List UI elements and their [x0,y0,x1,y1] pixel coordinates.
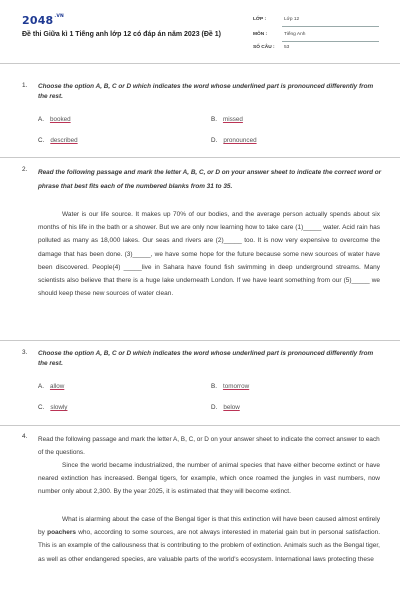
q4-number: 4. [22,433,28,440]
option-word: slowly [50,404,68,411]
q4-instruction: Read the following passage and mark the letter A, B, C, or D on your answer sheet to indicate the correct answer to each of the questions. [38,436,380,456]
option-word: pronounced [223,137,257,144]
option-word: allow [49,383,65,390]
meta-class-value: Lớp 12 [284,17,300,22]
option-word: booked [49,116,71,123]
meta-count-row [253,42,379,55]
option-word: tomorrow [222,383,250,390]
q3-option-d[interactable] [211,404,240,411]
q3-option-a[interactable] [38,383,64,390]
q2-passage: Water is our life source. It makes up 70% of our bodies, and the average person actually spends about six months of his life in the bath or a shower. But we are only now learning how to take care (1)_____ water. Acid rain has polluted as many as 18,000 lakes. Our seas and rivers are (2)_____ too. It is now very expensive to overcome the damage that has been done. (3)_____, we have some hope for the future because some new sources of water have been discovered. People(4) _____live in Sahara have found fish swimming in deep underground streams. Many scientists also believe that there is a huge lake underneath London. If we have leant something from our (5)_____ we should keep these new sources of water clean. [38,211,380,298]
meta-subject-value: Tiếng Anh [284,32,306,37]
question-divider [0,425,400,426]
option-letter: D. [211,404,218,411]
question-divider [0,157,400,158]
q3-option-c[interactable] [38,404,67,411]
q3-number: 3. [22,349,28,356]
q1-option-c[interactable] [38,137,78,144]
meta-count-key: SỐ CÂU : [253,45,275,50]
option-word: missed [222,116,243,123]
meta-class-key: LỚP : [253,17,267,22]
q2-instruction: Read the following passage and mark the letter A, B, C, or D on your answer sheet to indicate the correct word or phrase that best fits each of the numbered blanks from 31 to 35. [38,169,382,190]
q1-option-d[interactable] [211,137,257,144]
q1-option-a[interactable] [38,116,71,123]
meta-subject-row [253,29,379,42]
logo-text: 2048 [22,14,54,27]
q1-instruction: Choose the option A, B, C or D which indicates the word whose underlined part is pronounced differently from the rest. [38,83,374,100]
option-letter: B. [211,383,217,390]
option-letter: C. [38,404,45,411]
q4-paragraph-2-start: What is alarming about the case of the Bengal tiger is that this extinction will have been caused almost entirely by [38,516,380,537]
option-letter: B. [211,116,217,123]
header-divider [0,63,400,64]
meta-divider [282,26,379,27]
page-title: Đề thi Giữa kì 1 Tiếng anh lớp 12 có đáp án năm 2023 (Đề 1) [22,31,221,38]
q4-paragraph-2-rest: who, according to some sources, are not always interested in material gain but in personal satisfaction. This is an example of the callousness that is contributing to the problem of extinction. Animals such as the Bengal tiger, as well as other endangered species, are valuable parts of the world's ecosystem. International laws protecting these [38,529,380,563]
option-word: described [50,137,78,144]
q1-option-b[interactable] [211,116,243,123]
option-letter: A. [38,383,44,390]
question-divider [0,340,400,341]
meta-count-value: 53 [284,45,290,50]
site-logo[interactable] [22,14,64,27]
meta-subject-key: MÔN : [253,32,268,37]
page-header [0,0,400,62]
option-word: below [223,404,240,411]
option-letter: C. [38,137,45,144]
q1-number: 1. [22,82,28,89]
option-letter: A. [38,116,44,123]
option-letter: D. [211,137,218,144]
q3-instruction: Choose the option A, B, C or D which indicates the word whose underlined part is pronounced differently from the rest. [38,350,374,367]
q4-emphasis-poachers: poachers [47,529,76,537]
logo-suffix: .VN [54,14,64,19]
q4-paragraph-1: Since the world became industrialized, the number of animal species that have either become extinct or have neared extinction has increased. Bengal tigers, for example, which once roamed the jungles in vast numbers, now number only about 2,300. By the year 2025, it is estimated that they will become extinct. [38,462,380,496]
q2-number: 2. [22,166,28,173]
q4-paragraph-2 [38,513,380,566]
meta-class-row [253,14,379,27]
q3-option-b[interactable] [211,383,249,390]
